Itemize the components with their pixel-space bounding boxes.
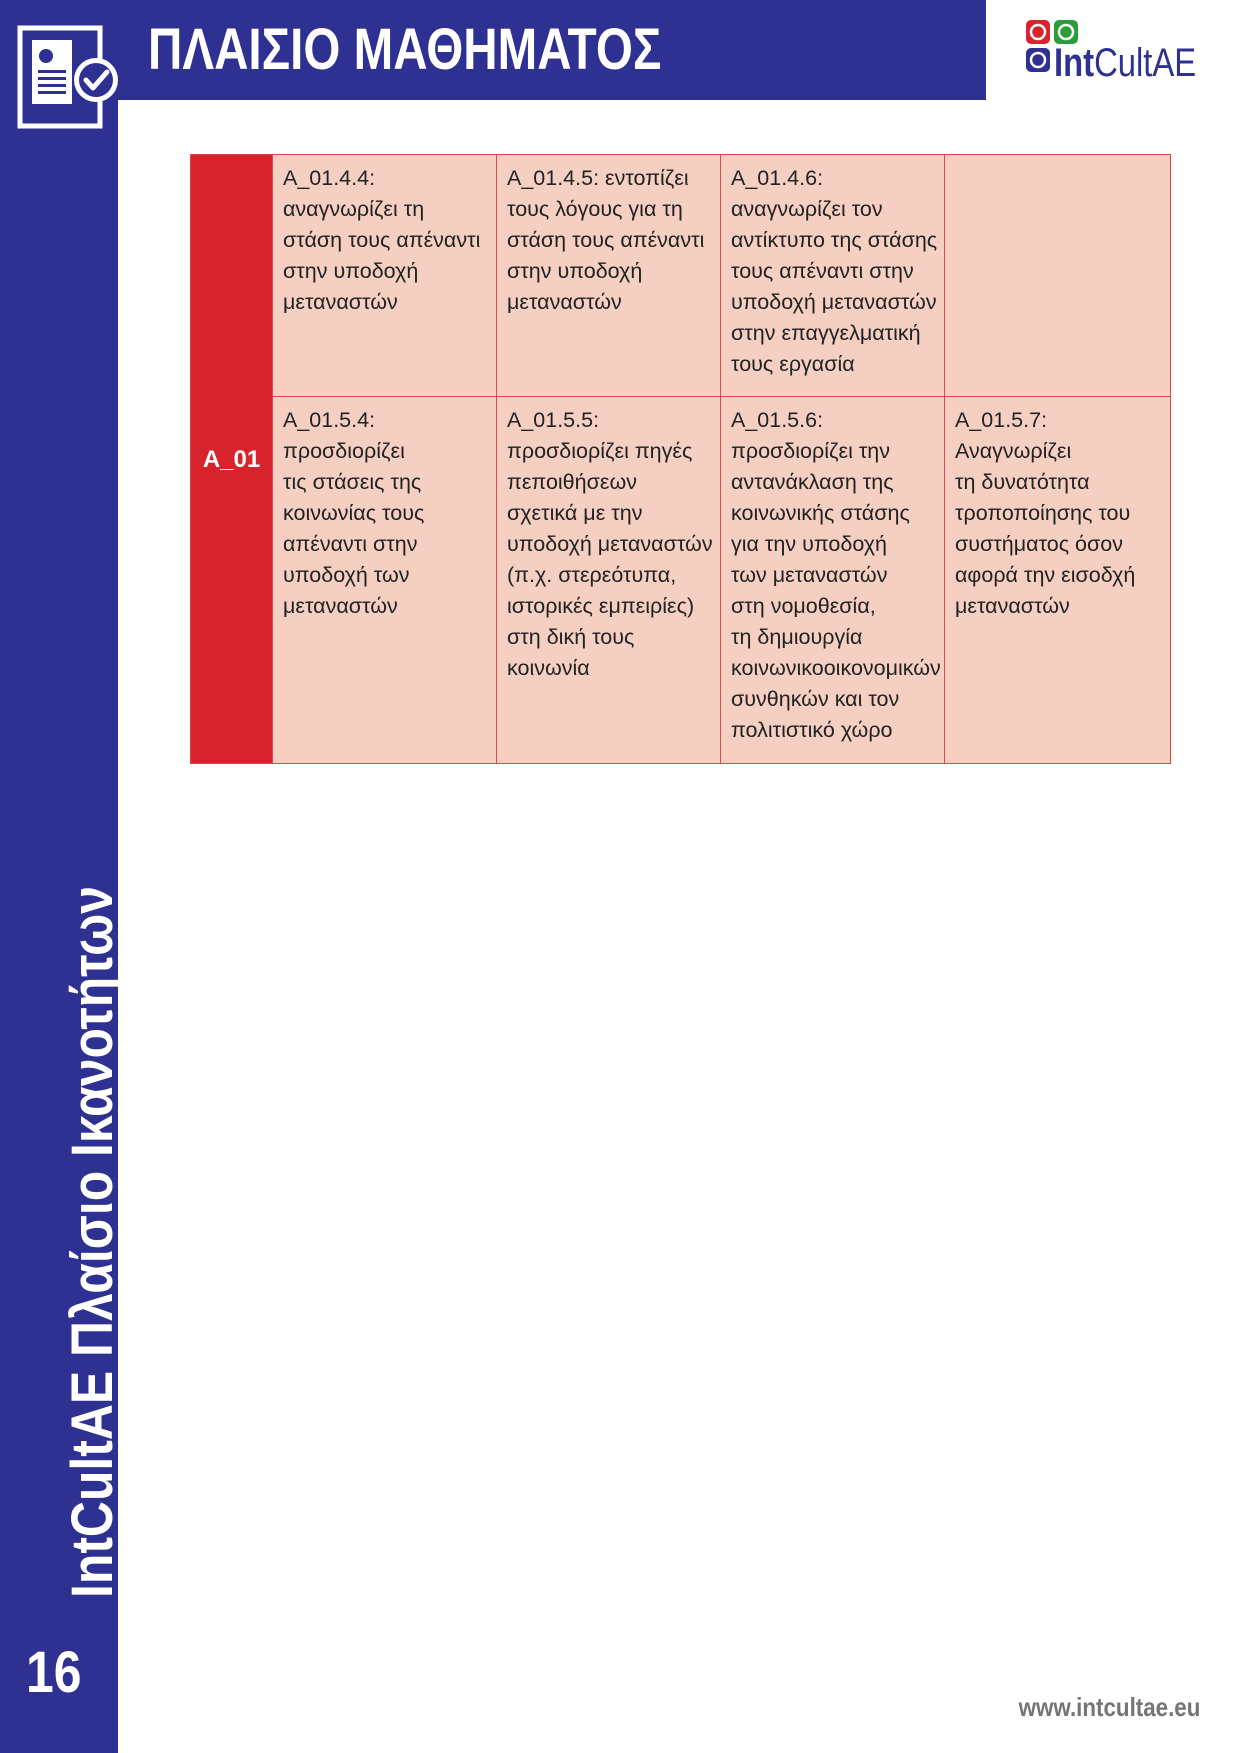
competence-code: A_01 [191,155,273,764]
footer-url: www.intcultae.eu [1018,1692,1200,1722]
logo-wordmark: IntCultAE [1054,41,1197,85]
table-cell: A_01.4.6: αναγνωρίζει τον αντίκτυπο της στάσης τους απέναντι στην υποδοχή μεταναστών στην επαγγελματική τους εργασία [721,155,945,397]
table-row [191,397,1171,764]
table-cell: A_01.4.5: εντοπίζει τους λόγους για τη στάση τους απέναντι στην υποδοχή μεταναστών [497,155,721,397]
page-title: ΠΛΑΙΣΙΟ ΜΑΘΗΜΑΤΟΣ [148,17,662,82]
table-cell: A_01.4.4: αναγνωρίζει τη στάση τους απέναντι στην υποδοχή μεταναστών [273,155,497,397]
table-cell: A_01.5.4: προσδιορίζει τις στάσεις της κοινωνίας τους απέναντι στην υποδοχή των μεταναστών [273,397,497,764]
document-check-icon [16,22,122,132]
page-number: 16 [26,1640,82,1705]
competence-table [190,154,1171,764]
table-cell-empty [945,155,1171,397]
sidebar-title: IntCultAE Πλαίσιο Ικανοτήτων [60,885,125,1598]
table-cell: A_01.5.7: Αναγνωρίζει τη δυνατότητα τροποποίησης του συστήματος όσον αφορά την εισοδχή μεταναστών [945,397,1171,764]
table-cell: A_01.5.5: προσδιορίζει πηγές πεποιθήσεων σχετικά με την υποδοχή μεταναστών (π.χ. στερεότυπα, ιστορικές εμπειρίες) στη δική τους κοινωνία [497,397,721,764]
table-cell: A_01.5.6: προσδιορίζει την αντανάκλαση της κοινωνικής στάσης για την υποδοχή των μεταναστών στη νομοθεσία, τη δημιουργία κοινωνικοοικονομικών συνθηκών και τον πολιτιστικό χώρο [721,397,945,764]
table-row [191,155,1171,397]
